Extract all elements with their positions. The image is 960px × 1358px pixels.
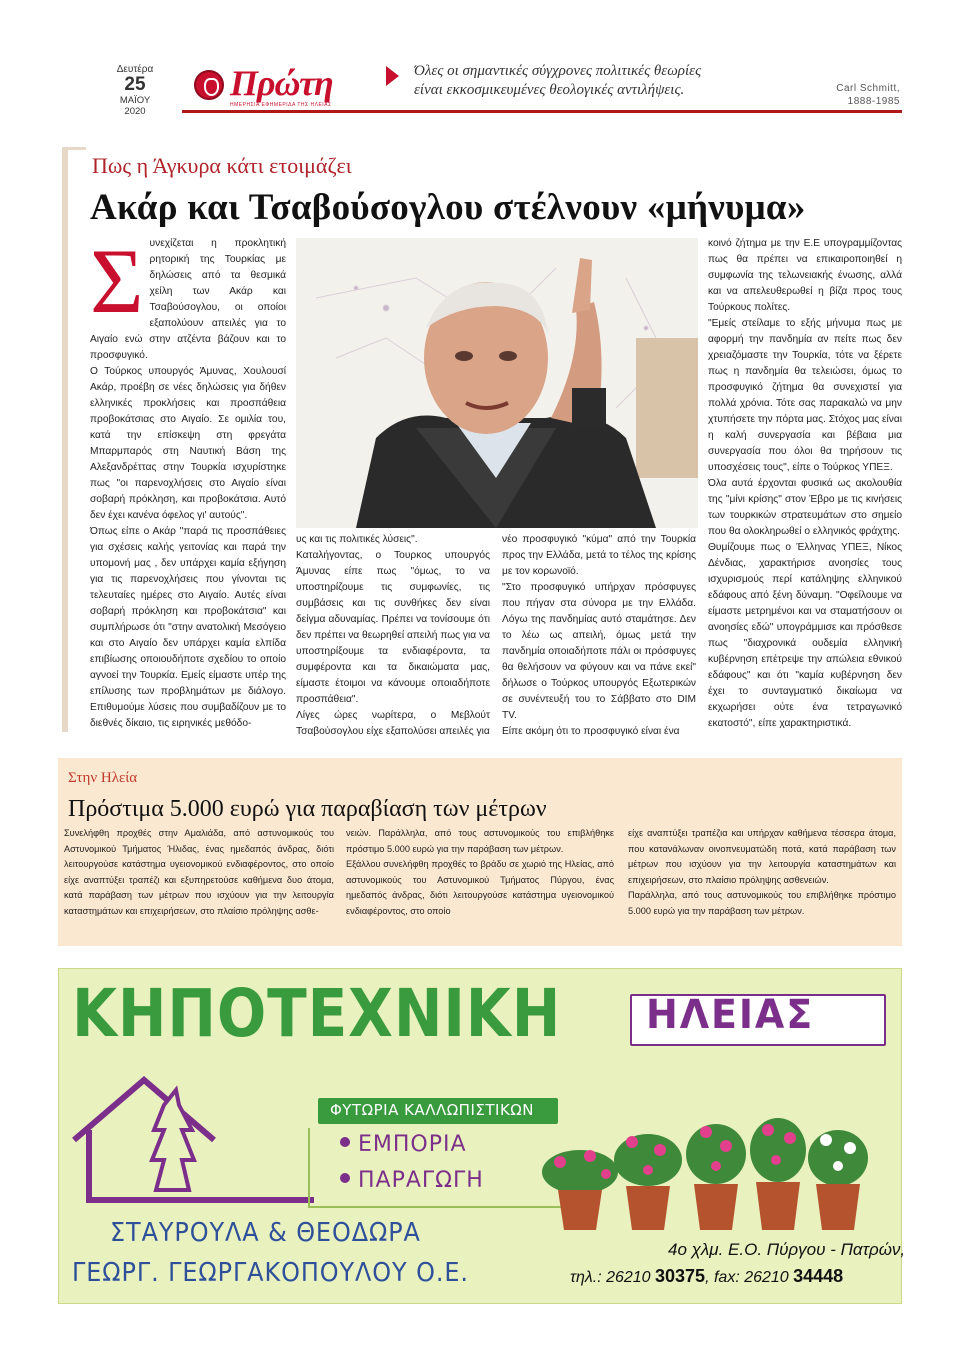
- logo-text: Πρώτη: [230, 63, 333, 103]
- bullet-dot-icon: [340, 1173, 350, 1183]
- ad-bullet-label: ΕΜΠΟΡΙΑ: [358, 1132, 467, 1157]
- masthead-quote: [414, 62, 744, 100]
- ad-tel-label: τηλ.: 26210: [570, 1269, 656, 1286]
- ad-company-name-2: ΓΕΩΡΓ. ΓΕΩΡΓΑΚΟΠΟΥΛΟΥ Ο.Ε.: [72, 1258, 469, 1288]
- drop-cap: Σ: [90, 230, 144, 332]
- quote-line-1: Όλες οι σημαντικές σύγχρονες πολιτικές θεωρίες: [414, 63, 702, 79]
- article-column-4: [708, 236, 902, 732]
- article-paragraph: Όλα αυτά έρχονται φυσικά ως ακολουθία της "μίνι κρίσης" στον Έβρο με τις κινήσεις των τουρκικών στρατευμάτων στο σημείο που θα ολοκληρωθεί ο ελληνικός φράχτης.: [708, 478, 902, 537]
- ad-subtitle: ΗΛΕΙΑΣ: [646, 992, 815, 1038]
- bullet-dot-icon: [340, 1137, 350, 1147]
- article-paragraph: Θυμίζουμε πως ο Έλληνας ΥΠΕΞ, Νίκος Δένδιας, χαρακτήρισε ανοησίες τους ισχυρισμούς περί κατάληψης ελληνικού εδάφους από ξένη δύναμη. "Οφείλουμε να είμαστε μετρημένοι και να σταματήσουν οι ανοησίες εδώ" υπογράμμισε και πρόσθεσε πως "διαχρονικά ουδεμία ελληνική κυβέρνηση επέτρεψε την απώλεια εθνικού εδάφους" και ότι "καμία κυβέρνηση δεν έχει το συνταγματικό δικαίωμα να εκχωρήσει ούτε ένα τετραγωνικό εκατοστό", είπε χαρακτηριστικά.: [708, 542, 902, 729]
- article-paragraph: κοινό ζήτημα με την Ε.Ε υπογραμμίζοντας πως θα πρέπει να επικαιροποιηθεί η συμφωνία της τελωνειακής ένωσης, αλλά και να απελευθερωθεί η βίζα προς τους Τούρκους πολίτες.: [708, 238, 902, 313]
- newspaper-logo: [194, 64, 349, 110]
- date-number: 25: [124, 74, 146, 95]
- article-paragraph: Ο Τούρκος υπουργός Άμυνας, Χουλουσί Ακάρ, προέβη σε νέες δηλώσεις για δήθεν ελληνικές προκλήσεις και προσπάθεια προβοκάτσιας στο Αιγαίο. Σε ομιλία του, κατά την επίσκεψη στη φρεγάτα Μπαρμπαρός στη Ναυτική Βάση της Αλεξανδρέττας στην Τουρκία ισχυρίστηκε πως "οι παρενοχλήσεις στο Αιγαίο είναι σοβαρή πρόκληση, και προβοκάτσια. Αυτό δεν έχει κανένα όφελος γι' αυτούς".: [90, 366, 286, 521]
- flower-pots-image: [520, 1110, 890, 1240]
- issue-date: [106, 64, 164, 117]
- article-photo: [296, 238, 698, 528]
- article-paragraph: Καταλήγοντας, ο Τουρκος υπουργός Άμυνας είπε πως "όμως, το να υποστηρίζουμε τις συμφωνίες, τις συμβάσεις και τις συνθήκες δεν είναι δείγμα αδυναμίας. Πρέπει να τονίσουμε ότι δεν πρέπει να θεωρηθεί απειλή πως για να υποστηρίξουμε τα ενδιαφέροντα, τα συμφέροντα και τα δικαιώματα μας, είμαστε έτοιμοι να κάνουμε οποιαδήποτε προσπάθεια".: [296, 550, 490, 705]
- ad-phone-fax: [570, 1266, 843, 1287]
- masthead: [62, 60, 902, 132]
- ileia-column-3: είχε αναπτύξει τραπέζια και υπήρχαν καθήμενα τέσσερα άτομα, που κατανάλωναν οινοπνευματώδη ποτά, κατά παράβαση των μέτρων που ισχύουν για την λειτουργία καταστημάτων και επιχειρήσεων, στο πλαίσιο πρόληψης ασθενειών. Παράλληλα, από τους αστυνομικούς του επιβλήθηκε πρόστιμο 5.000 ευρώ για την παράβαση των μέτρων.: [628, 828, 896, 916]
- date-month: ΜΑΪΟΥ: [119, 95, 151, 106]
- article-paragraph: υνεχίζεται η προκλητική ρητορική της Τουρκίας με δηλώσεις από τα θεσμικά χείλη των Ακάρ και Τσαβούσογλου, οι οποίοι εξαπολύουν απειλές για το Αιγαίο ενώ στην ατζέντα βάζουν και το προσφυγικό.: [90, 238, 286, 361]
- ad-fax-number: 34448: [793, 1266, 844, 1286]
- ileia-headline: Πρόστιμα 5.000 ευρώ για παραβίαση των μέτρων: [68, 796, 547, 822]
- logo-subtitle: ΗΜΕΡΗΣΙΑ ΕΦΗΜΕΡΙΔΑ ΤΗΣ ΗΛΕΙΑΣ: [230, 102, 332, 108]
- quote-author: [836, 82, 900, 108]
- ileia-column-1: Συνελήφθη προχθές στην Αμαλιάδα, από αστυνομικούς του Αστυνομικού Τμήματος Ήλιδας, ένας ημεδαπός άνδρας, διότι λειτουργούσε κατάστημα υγειονομικού ενδιαφέροντος, στο οποίο είχε αναπτύξει τραπέζι και εξυπηρετούσε καθήμενα δυο άτομα, κατά παράβαση των μέτρων που ισχύουν για την λειτουργία καταστημάτων και επιχειρήσεων, στο πλαίσιο πρόληψης ασθε-: [64, 828, 334, 916]
- quote-arrow-icon: [386, 66, 399, 86]
- ad-bullet-production: [340, 1168, 484, 1193]
- house-tree-logo-icon: [64, 1060, 314, 1225]
- ad-bullet-trade: [340, 1132, 467, 1157]
- quote-line-2: είναι εκκοσμικευμένες θεολογικές αντιλήψεις.: [414, 82, 685, 98]
- quote-author-name: Carl Schmitt,: [836, 83, 900, 94]
- quote-author-years: 1888-1985: [847, 96, 900, 107]
- article-accent-bar: [62, 147, 68, 732]
- article-column-1: [90, 230, 286, 732]
- article-paragraph: "Εμείς στείλαμε το εξής μήνυμα πως με αφορμή την πανδημία αν πείτε πως δεν χρειαζόμαστε την Τουρκία, τότε να ξέρετε πως η πανδημία θα τελειώσει, όμως το προσφυγικό ζήτημα θα συνεχιστεί για πολλά χρόνια. Τότε σας παρακαλώ να μην χτυπήσετε την πόρτα μας. Στόχος μας είναι η καλή συνεργασία και βέβαια μια συνεργασία που όλοι θα τηρήσουν τις υποσχέσεις τους", είπε ο Τούρκος ΥΠΕΞ.: [708, 318, 903, 473]
- ad-title: ΚΗΠΟΤΕΧΝΙΚΗ: [72, 975, 562, 1052]
- article-paragraph: Όπως είπε ο Ακάρ "παρά τις προσπάθειες για σχέσεις καλής γειτονίας και παρά την υπομονή μας , δεν υπάρχει καμία εξήγηση για τις παρενοχλήσεις που γίνονται τις τελευταίες ημέρες στο Αιγαίο. Αυτές είναι σοβαρή πρόκληση και προβοκάτσια" και συμπλήρωσε ότι "στην ανατολική Μεσόγειο και στο Αιγαίο δεν υπάρχει καμία ελπίδα επιβίωσης οποιουδήποτε σχεδίου το οποίο αγνοεί την Τουρκία. Εμείς είμαστε υπέρ της επίλυσης των προβλημάτων με διάλογο. Επιθυμούμε λύσεις που συμβαδίζουν με το διεθνές δίκαιο, τις ειρηνικές μεθόδο-: [90, 526, 286, 729]
- date-day: Δευτέρα: [116, 64, 154, 75]
- article-paragraph: Λίγες ώρες νωρίτερα, ο Μεβλούτ Τσαβούσογλου είχε εξαπολύσει απειλές για: [296, 710, 490, 737]
- article-paragraph: "Στο προσφυγικό υπήρχαν πρόσφυγες που πήγαν στα σύνορα με την Ελλάδα. Λόγω της πανδημίας αυτό σταμάτησε. Δεν το λέω ως απειλή, όμως μετά την πανδημία οποιαδήποτε πάλι οι πρόσφυγες θα θελήσουν να φύγουν και να πάνε εκεί" δήλωσε ο Τούρκος υπουργός Εξωτερικών σε συνέντευξή του το Σάββατο στο DIM TV.: [502, 582, 696, 721]
- article-headline: Ακάρ και Τσαβούσογλου στέλνουν «μήνυμα»: [90, 187, 806, 228]
- article-paragraph: νέο προσφυγικό "κύμα" από την Τουρκία προς την Ελλάδα, μετά το τέλος της κρίσης με τον κορωνοϊό.: [502, 534, 696, 577]
- logo-emblem-icon: [194, 70, 224, 100]
- article-paragraph: υς και τις πολιτικές λύσεις".: [296, 534, 418, 545]
- ad-tel-number: 30375: [655, 1266, 706, 1286]
- ad-bullet-label: ΠΑΡΑΓΩΓΗ: [358, 1168, 484, 1193]
- article-column-3: [502, 532, 696, 740]
- article-column-2: [296, 532, 490, 740]
- article-paragraph: Είπε ακόμη ότι το προσφυγικό είναι ένα: [502, 726, 680, 737]
- ad-address: 4ο χλμ. Ε.Ο. Πύργου - Πατρών,: [668, 1240, 906, 1259]
- article-kicker: Πως η Άγκυρα κάτι ετοιμάζει: [92, 153, 352, 178]
- ileia-kicker: Στην Ηλεία: [68, 770, 138, 786]
- ad-company-name-1: ΣΤΑΥΡΟΥΛΑ & ΘΕΟΔΩΡΑ: [110, 1218, 421, 1248]
- ileia-column-2: νειών. Παράλληλα, από τους αστυνομικούς του επιβλήθηκε πρόστιμο 5.000 ευρώ για την παράβαση των μέτρων. Εξάλλου συνελήφθη προχθές το βράδυ σε χωριό της Ηλείας, από αστυνομικούς του Αστυνομικού Τμήματος Πύργου, ένας ημεδαπός άνδρας, διότι λειτουργούσε κατάστημα υγειονομικού ενδιαφέροντος, στο οποίο: [346, 828, 614, 916]
- date-year: 2020: [124, 106, 146, 117]
- masthead-rule: [182, 110, 902, 113]
- ad-banner-text: ΦΥΤΩΡΙΑ ΚΑΛΛΩΠΙΣΤΙΚΩΝ: [330, 1101, 534, 1119]
- ad-fax-label: , fax: 26210: [705, 1269, 794, 1286]
- politician-photo-image: [296, 238, 698, 528]
